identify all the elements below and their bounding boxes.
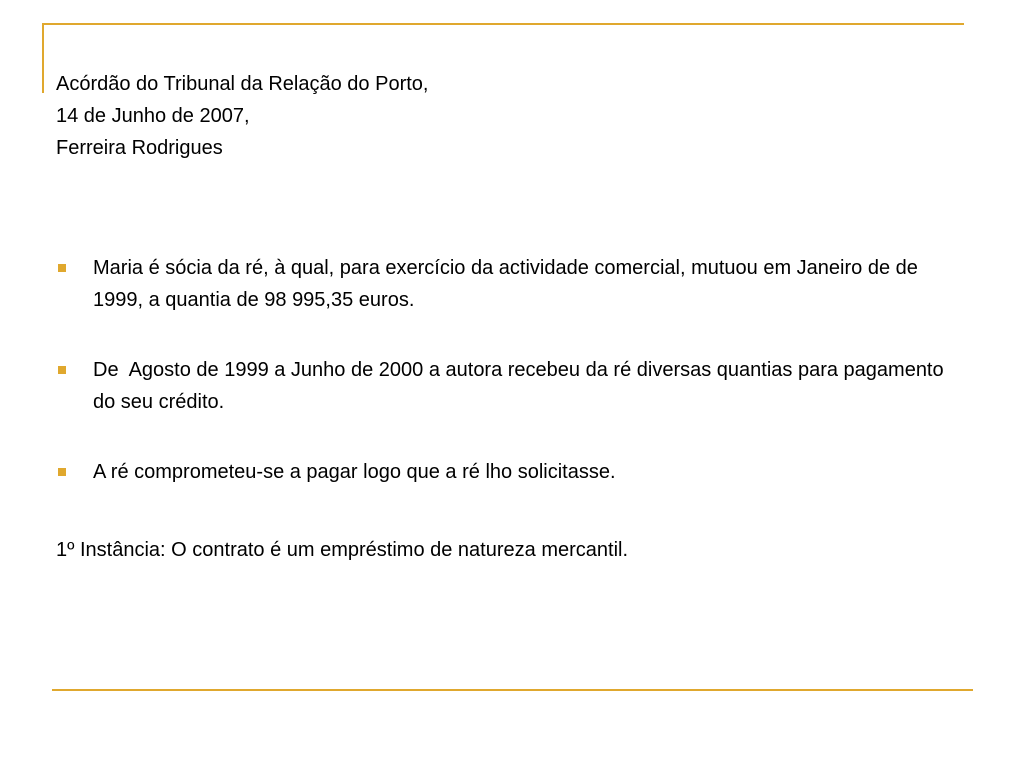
list-item (56, 456, 956, 488)
bottom-horizontal-rule (52, 689, 973, 691)
square-bullet-icon (58, 264, 66, 272)
header-judge: Ferreira Rodrigues (56, 137, 223, 159)
header-court: Acórdão do Tribunal da Relação do Porto, (56, 73, 429, 95)
case-header (56, 68, 956, 164)
bullet-text: A ré comprometeu-se a pagar logo que a ré lho solicitasse. (93, 461, 616, 483)
bullet-text: Maria é sócia da ré, à qual, para exercício da actividade comercial, mutuou em Janeiro de de 1999, a quantia de 98 995,35 euros. (93, 257, 918, 311)
header-date: 14 de Junho de 2007, (56, 105, 250, 127)
bullet-text: De Agosto de 1999 a Junho de 2000 a autora recebeu da ré diversas quantias para pagamento do seu crédito. (93, 359, 950, 413)
first-instance-conclusion: 1º Instância: O contrato é um empréstimo de natureza mercantil. (56, 539, 629, 561)
top-vertical-rule (42, 23, 44, 93)
facts-list (56, 252, 956, 488)
list-item (56, 252, 956, 316)
list-item (56, 354, 956, 418)
square-bullet-icon (58, 366, 66, 374)
square-bullet-icon (58, 468, 66, 476)
top-horizontal-rule (42, 23, 964, 25)
